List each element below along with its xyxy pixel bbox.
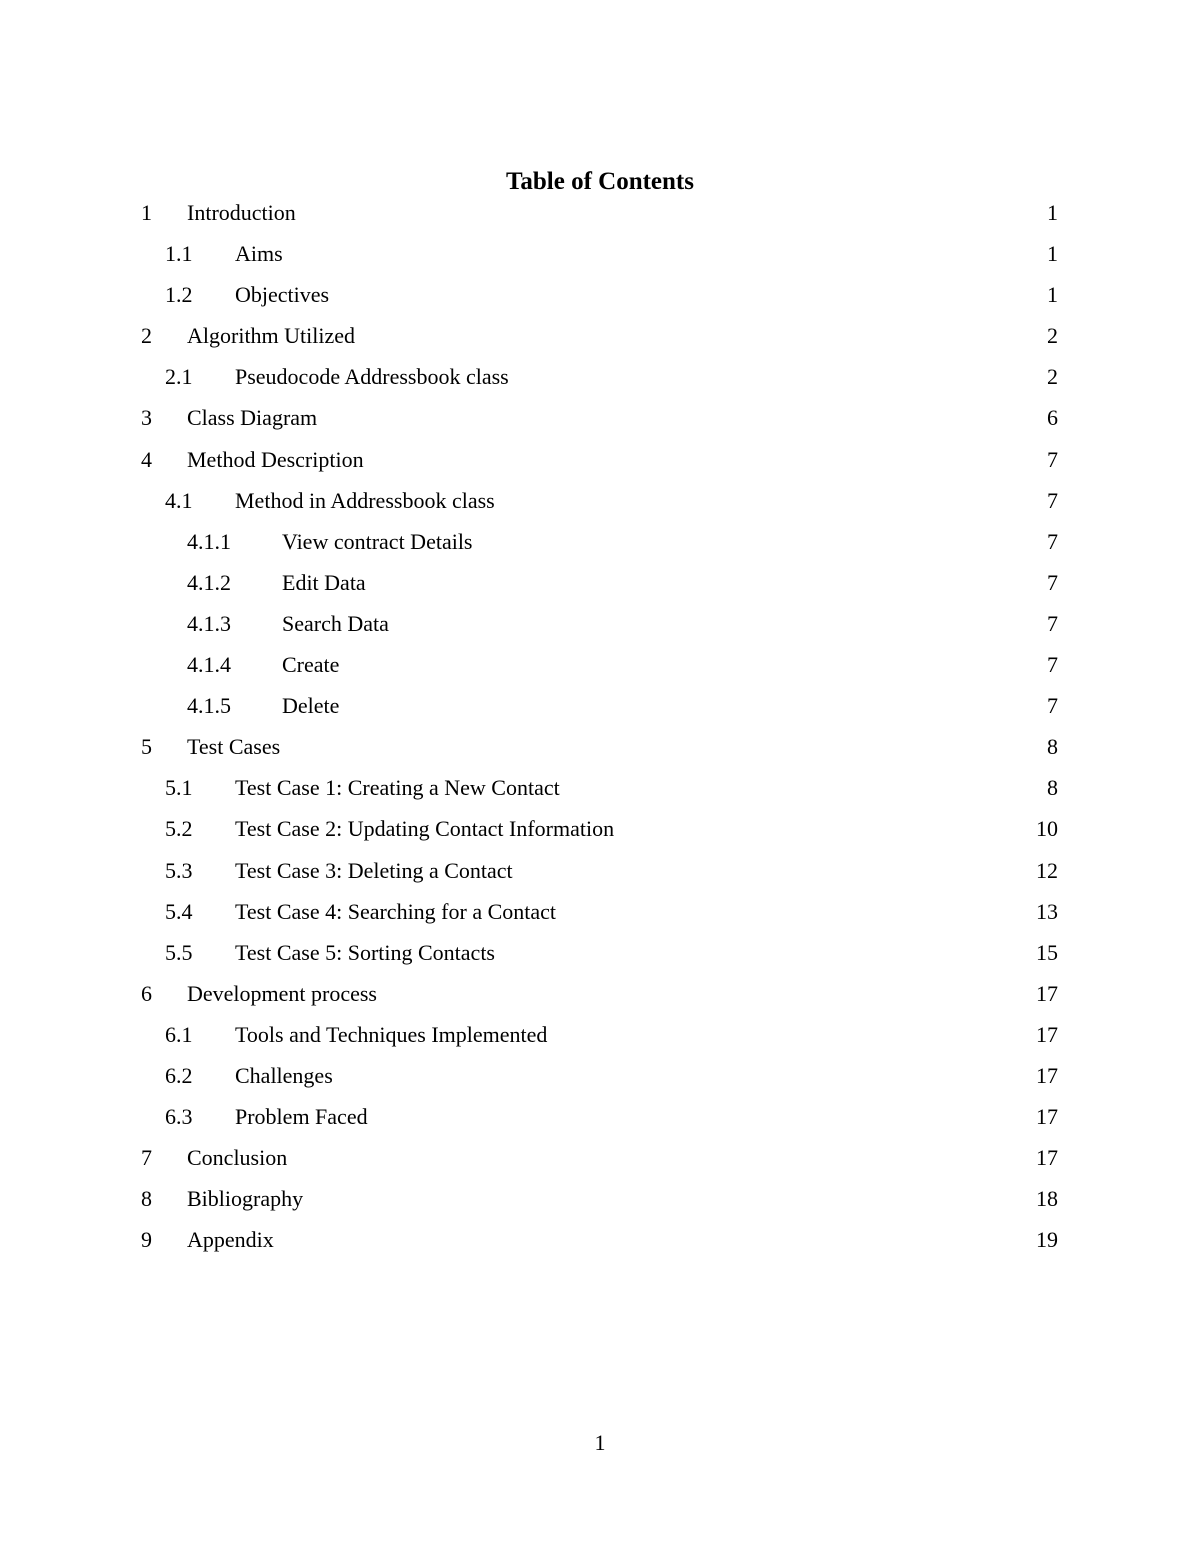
toc-entry-label: Create — [282, 652, 340, 678]
toc-entry[interactable] — [0, 525, 1200, 566]
toc-entry-label: Test Case 1: Creating a New Contact — [235, 775, 560, 801]
toc-entry-label: Bibliography — [187, 1186, 304, 1212]
toc-entry-number: 8 — [141, 1186, 152, 1212]
toc-entry[interactable] — [0, 196, 1200, 237]
toc-entry-page: 7 — [1047, 693, 1058, 719]
toc-entry-label: Method Description — [187, 446, 364, 472]
toc-entry-page: 7 — [1047, 487, 1058, 513]
toc-entry-label: Objectives — [235, 282, 330, 308]
toc-entry[interactable] — [0, 1223, 1200, 1264]
toc-entry-label: Delete — [282, 693, 340, 719]
toc-entry-page: 2 — [1047, 323, 1058, 349]
toc-entry-number: 6.3 — [165, 1104, 193, 1130]
toc-entry[interactable] — [0, 566, 1200, 607]
toc-entry-page: 2 — [1047, 364, 1058, 390]
toc-entry[interactable] — [0, 1100, 1200, 1141]
toc-entry-number: 9 — [141, 1227, 152, 1253]
toc-entry-number: 4.1.4 — [187, 652, 231, 678]
toc-entry-label: Problem Faced — [235, 1104, 368, 1130]
toc-entry-number: 5.2 — [165, 816, 193, 842]
toc-entry-label: Conclusion — [187, 1145, 288, 1171]
toc-entry-page: 15 — [1036, 939, 1058, 965]
toc-entry-label: Challenges — [235, 1062, 333, 1088]
toc-entry-label: Test Cases — [187, 734, 281, 760]
toc-title: Table of Contents — [506, 168, 694, 195]
toc-entry-page: 1 — [1047, 241, 1058, 267]
toc-entry-page: 17 — [1036, 1104, 1058, 1130]
toc-entry-page: 1 — [1047, 282, 1058, 308]
toc-entry-label: Search Data — [282, 610, 389, 636]
toc-entry-page: 7 — [1047, 610, 1058, 636]
toc-entry[interactable] — [0, 648, 1200, 689]
toc-entry-number: 5.4 — [165, 898, 193, 924]
toc-entry-number: 4.1.2 — [187, 569, 231, 595]
toc-entry-page: 1 — [1047, 200, 1058, 225]
toc-entry-number: 6.1 — [165, 1021, 193, 1047]
toc-entry[interactable] — [0, 237, 1200, 278]
toc-entry-number: 1.1 — [165, 241, 193, 267]
toc-entry-page: 13 — [1036, 898, 1058, 924]
toc-entry-label: Appendix — [187, 1227, 274, 1253]
toc-entry[interactable] — [0, 360, 1200, 401]
toc-entry-page: 17 — [1036, 1145, 1058, 1171]
toc-entry[interactable] — [0, 1141, 1200, 1182]
toc-entry-number: 5.5 — [165, 939, 193, 965]
toc-entry[interactable] — [0, 401, 1200, 442]
toc-entry[interactable] — [0, 1182, 1200, 1223]
toc-entry[interactable] — [0, 1059, 1200, 1100]
toc-entry[interactable] — [0, 484, 1200, 525]
toc-entry[interactable] — [0, 895, 1200, 936]
toc-entry-number: 7 — [141, 1145, 152, 1171]
toc-entry-number: 3 — [141, 405, 152, 431]
toc-entry-label: Edit Data — [282, 569, 366, 595]
page-number: 1 — [594, 1430, 606, 1455]
toc-entry-number: 4.1.1 — [187, 528, 231, 554]
toc-entry-page: 8 — [1047, 775, 1058, 801]
toc-entry-page: 7 — [1047, 569, 1058, 595]
toc-entry-number: 5 — [141, 734, 152, 760]
toc-entry-label: Algorithm Utilized — [187, 323, 356, 349]
toc-entry-number: 4 — [141, 446, 152, 472]
toc-entry-number: 1.2 — [165, 282, 193, 308]
toc-entry-number: 6.2 — [165, 1062, 193, 1088]
toc-entry-label: View contract Details — [282, 528, 473, 554]
toc-entry[interactable] — [0, 977, 1200, 1018]
toc-entry-page: 6 — [1047, 405, 1058, 431]
toc-entry[interactable] — [0, 854, 1200, 895]
toc-entry-label: Class Diagram — [187, 405, 318, 431]
toc-entry-page: 7 — [1047, 652, 1058, 678]
toc-entry-number: 6 — [141, 980, 152, 1006]
toc-entry-page: 10 — [1036, 816, 1058, 842]
toc-entry-number: 1 — [141, 200, 152, 225]
toc-entry[interactable] — [0, 319, 1200, 360]
toc-entry[interactable] — [0, 278, 1200, 319]
toc-entry[interactable] — [0, 936, 1200, 977]
toc-entry[interactable] — [0, 607, 1200, 648]
toc-entry[interactable] — [0, 812, 1200, 853]
toc-entry-label: Tools and Techniques Implemented — [235, 1021, 548, 1047]
toc-entry[interactable] — [0, 1018, 1200, 1059]
toc-entry-page: 19 — [1036, 1227, 1058, 1253]
toc-entry-label: Test Case 2: Updating Contact Information — [235, 816, 615, 842]
toc-entry-page: 12 — [1036, 857, 1058, 883]
toc-entry-page: 18 — [1036, 1186, 1058, 1212]
toc-entry-label: Test Case 4: Searching for a Contact — [235, 898, 557, 924]
toc-entry[interactable] — [0, 689, 1200, 730]
toc-entry-label: Aims — [235, 241, 283, 267]
toc-entry-number: 4.1.3 — [187, 610, 231, 636]
toc-entry-label: Test Case 3: Deleting a Contact — [235, 857, 513, 883]
toc-entry-number: 4.1 — [165, 487, 193, 513]
toc-entry-page: 17 — [1036, 1021, 1058, 1047]
toc-entry-label: Introduction — [187, 200, 296, 225]
toc-entry-label: Method in Addressbook class — [235, 487, 495, 513]
toc-entry-number: 5.3 — [165, 857, 193, 883]
toc-entry-number: 2.1 — [165, 364, 193, 390]
toc-entry-label: Pseudocode Addressbook class — [235, 364, 509, 390]
toc-entry[interactable] — [0, 730, 1200, 771]
toc-entry-number: 5.1 — [165, 775, 193, 801]
toc-entry[interactable] — [0, 771, 1200, 812]
toc-entry[interactable] — [0, 443, 1200, 484]
toc-entry-number: 4.1.5 — [187, 693, 231, 719]
toc-entry-page: 7 — [1047, 446, 1058, 472]
toc-entry-page: 17 — [1036, 980, 1058, 1006]
toc-entry-label: Development process — [187, 980, 377, 1006]
toc-entry-number: 2 — [141, 323, 152, 349]
toc-entry-label: Test Case 5: Sorting Contacts — [235, 939, 495, 965]
toc-entry-page: 8 — [1047, 734, 1058, 760]
toc-entry-page: 17 — [1036, 1062, 1058, 1088]
toc-list — [0, 196, 1200, 1264]
toc-entry-page: 7 — [1047, 528, 1058, 554]
